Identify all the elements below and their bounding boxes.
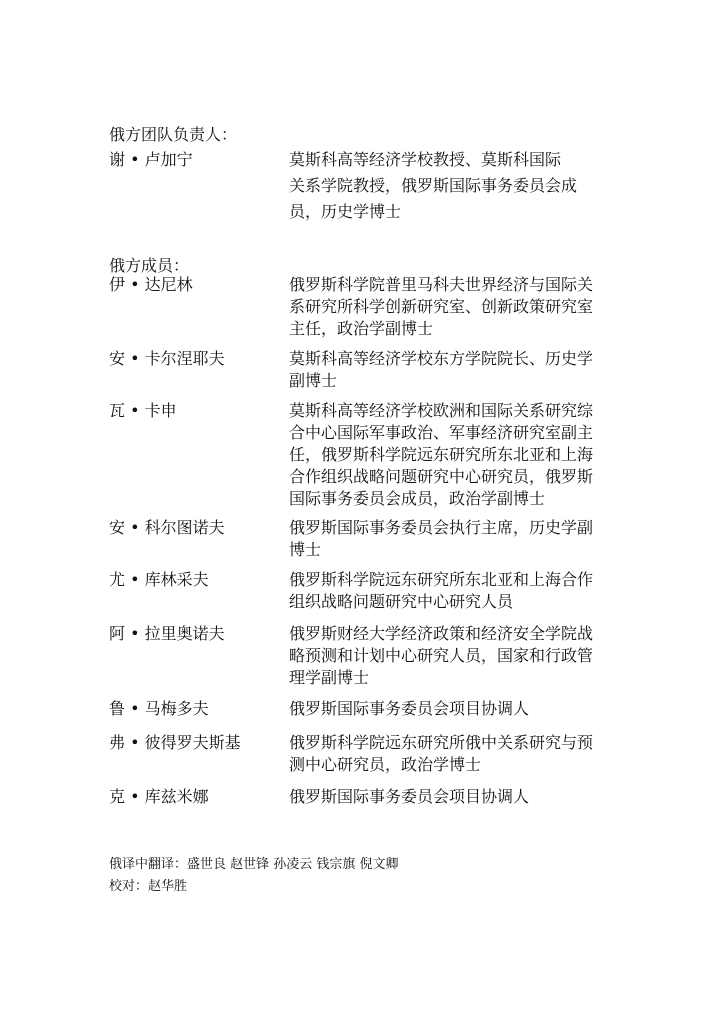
member-description-line: 俄罗斯国际事务委员会执行主席，历史学副	[289, 518, 594, 537]
member-description-line: 国际事务委员会成员，政治学副博士	[289, 489, 546, 508]
leader-name: 谢 • 卢加宁	[109, 150, 193, 169]
member-description-line: 俄罗斯财经大学经济政策和经济安全学院战	[289, 624, 594, 643]
member-description-line: 博士	[289, 540, 322, 559]
member-description-line: 理学副博士	[289, 668, 370, 687]
member-description	[289, 623, 625, 689]
leader-heading: 俄方团队负责人：	[109, 125, 238, 144]
member-description	[289, 698, 625, 720]
member-description-line: 俄罗斯国际事务委员会项目协调人	[289, 699, 530, 718]
member-description-line: 莫斯科高等经济学校东方学院院长、历史学	[289, 349, 594, 368]
member-description-line: 莫斯科高等经济学校欧洲和国际关系研究综	[289, 401, 594, 420]
member-name: 弗 • 彼得罗夫斯基	[109, 733, 241, 752]
member-description	[289, 786, 625, 808]
leader-description-line-2: 关系学院教授，俄罗斯国际事务委员会成	[289, 176, 578, 195]
member-description-line: 俄罗斯科学院远东研究所东北亚和上海合作	[289, 570, 594, 589]
leader-description-line-1: 莫斯科高等经济学校教授、莫斯科国际	[289, 150, 562, 169]
members-heading: 俄方成员：	[109, 256, 190, 275]
member-description	[289, 274, 625, 340]
member-name: 尤 • 库林采夫	[109, 570, 209, 589]
member-description-line: 测中心研究员，政治学博士	[289, 755, 482, 774]
member-description-line: 略预测和计划中心研究人员，国家和行政管	[289, 646, 594, 665]
member-name: 伊 • 达尼林	[109, 275, 193, 294]
member-description	[289, 517, 625, 561]
member-description-line: 副博士	[289, 371, 338, 390]
member-name: 瓦 • 卡申	[109, 401, 177, 420]
member-name: 克 • 库兹米娜	[109, 787, 209, 806]
member-description	[289, 348, 625, 392]
member-name: 安 • 卡尔涅耶夫	[109, 349, 225, 368]
leader-description-line-3: 员，历史学博士	[289, 202, 402, 221]
member-description-line: 主任，政治学副博士	[289, 319, 434, 338]
member-name: 安 • 科尔图诺夫	[109, 518, 225, 537]
member-name: 鲁 • 马梅多夫	[109, 699, 209, 718]
member-description-line: 任，俄罗斯科学院远东研究所东北亚和上海	[289, 445, 594, 464]
translation-credit: 俄译中翻译：盛世良 赵世锋 孙凌云 钱宗旗 倪文卿	[109, 857, 399, 872]
member-description-line: 俄罗斯科学院普里马科夫世界经济与国际关	[289, 275, 594, 294]
member-description	[289, 400, 625, 510]
member-name: 阿 • 拉里奥诺夫	[109, 624, 225, 643]
member-description	[289, 732, 625, 776]
member-description-line: 合中心国际军事政治、军事经济研究室副主	[289, 423, 594, 442]
leader-description	[289, 149, 625, 223]
member-description-line: 组织战略问题研究中心研究人员	[289, 592, 514, 611]
member-description-line: 系研究所科学创新研究室、创新政策研究室	[289, 297, 594, 316]
member-description-line: 合作组织战略问题研究中心研究员，俄罗斯	[289, 467, 594, 486]
proofreading-credit: 校对：赵华胜	[109, 879, 188, 894]
member-description	[289, 569, 625, 613]
member-description-line: 俄罗斯国际事务委员会项目协调人	[289, 787, 530, 806]
member-description-line: 俄罗斯科学院远东研究所俄中关系研究与预	[289, 733, 594, 752]
